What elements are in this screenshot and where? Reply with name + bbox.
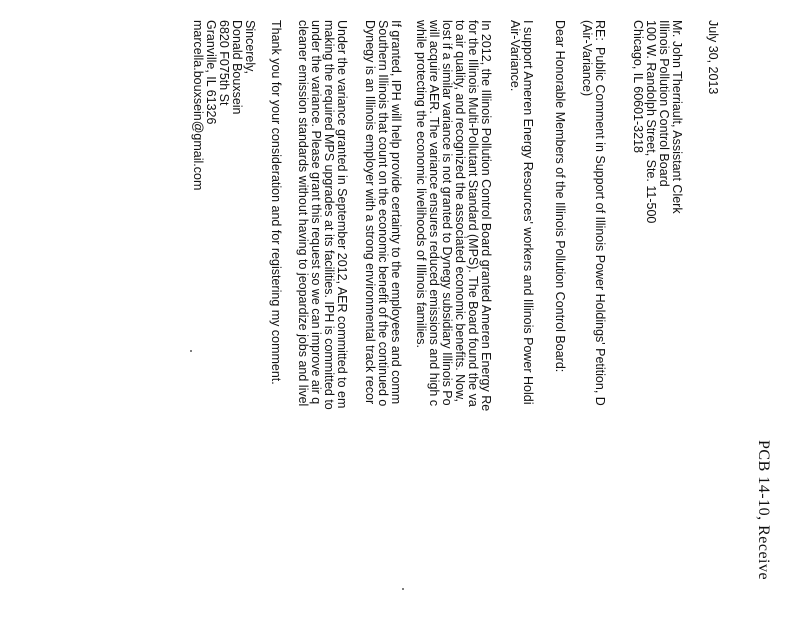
paragraph-line: I support Ameren Energy Resources' workers and Illinois Power Holdi xyxy=(521,20,535,405)
paragraph-line: will acquire AER. The variance ensures reduced emissions and high c xyxy=(427,20,441,407)
signature-address: 6820 F075th St xyxy=(217,20,231,106)
paragraph-line: If granted, IPH will help provide certainty to the employees and comm xyxy=(389,20,403,405)
document-header: PCB 14-10, Receive xyxy=(755,440,772,581)
scan-speck xyxy=(190,350,192,352)
paragraph-line: making the required MPS upgrades at its facilities. IPH is committed to xyxy=(322,20,336,410)
paragraph-line: lost if a similar variance is not granted to Dynegy subsidiary Illinois Po xyxy=(440,20,454,406)
re-subject: (Air-Variance) xyxy=(580,20,594,97)
paragraph-line: Dynegy is an Illinois employer with a strong environmental track recor xyxy=(363,20,377,405)
re-label: RE: xyxy=(593,20,607,41)
paragraph-line: In 2012, the Illinois Pollution Control Board granted Ameren Energy Re xyxy=(479,20,493,412)
paragraph-line: for the Illinois Multi-Pollutant Standard (MPS). The Board found the va xyxy=(466,20,480,407)
signature-closing: Sincerely, xyxy=(243,20,257,74)
paragraph-line: under the variance. Please grant this request so we can improve air q xyxy=(309,20,323,405)
paragraph-line: to air quality, and recognized the associated economic benefits. Now, xyxy=(453,20,467,402)
letter-date: July 30, 2013 xyxy=(706,20,720,95)
signature-name: Donald Bouxsein xyxy=(230,20,244,115)
signature-address: Granville, IL 61326 xyxy=(204,20,218,125)
recipient-line: Chicago, IL 60601-3218 xyxy=(631,20,645,153)
closing-line: Thank you for your consideration and for registering my comment. xyxy=(269,20,283,385)
paragraph-line: while protecting the economic livelihoods of Illinois families. xyxy=(414,20,428,348)
paragraph-line: Southern Illinois that count on the economic benefit of the continued o xyxy=(376,20,390,407)
recipient-line: Illinois Pollution Control Board xyxy=(657,20,671,187)
re-subject: Public Comment in Support of Illinois Power Holdings' Petition, D xyxy=(593,47,607,406)
signature-email: marcella.bouxsein@gmail.com xyxy=(191,20,205,191)
paragraph-line: cleaner emission standards without having to jeopardize jobs and livel xyxy=(296,20,310,407)
paragraph-line: Under the variance granted in September 2012, AER committed to em xyxy=(335,20,349,409)
salutation: Dear Honorable Members of the Illinois Pollution Control Board: xyxy=(553,20,567,373)
paragraph-line: Air-Variance. xyxy=(508,20,522,92)
recipient-line: 100 W. Randolph Street, Ste. 11-500 xyxy=(644,20,658,224)
recipient-line: Mr. John Therriault, Assistant Clerk xyxy=(670,20,684,214)
letter xyxy=(191,0,800,618)
